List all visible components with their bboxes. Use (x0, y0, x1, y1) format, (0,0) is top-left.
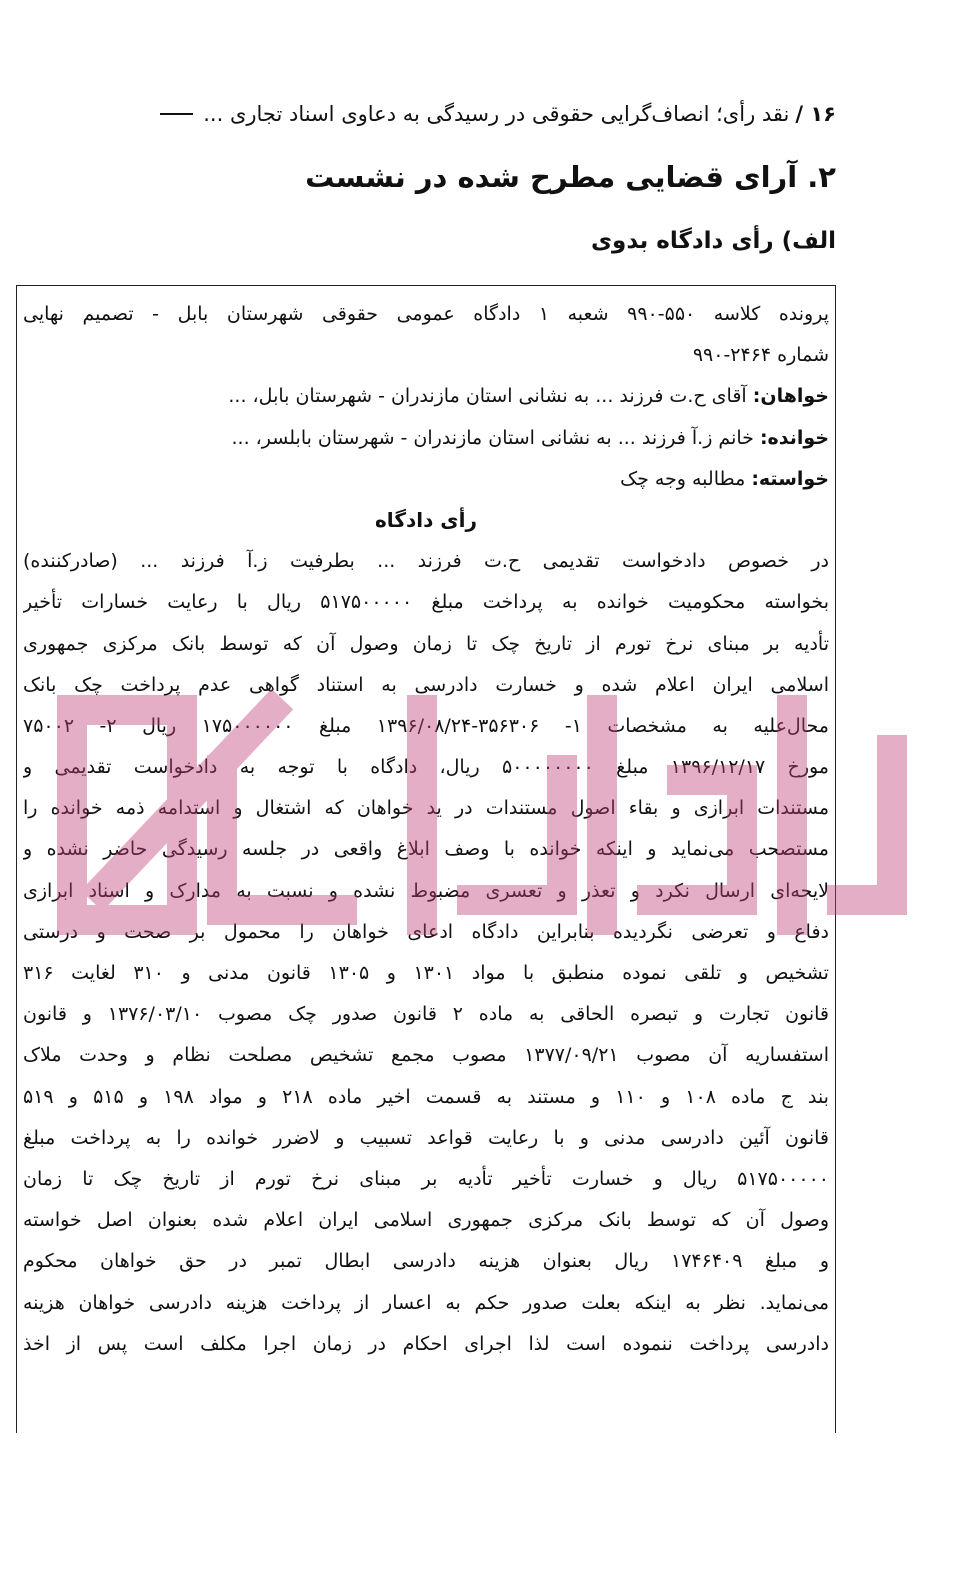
verdict-body-line: مستندات ابرازی و بقاء اصول مستندات در ید خواهان که اشتغال و استدامه ذمه خوانده را (23, 797, 829, 820)
defendant-label: خوانده: (759, 426, 829, 449)
defendant-value: خانم ز.آ فرزند ... به نشانی استان مازندران - شهرستان بابلسر، ... (231, 426, 754, 449)
verdict-body-line: تأدیه بر مبنای نرخ تورم از تاریخ چک تا زمان وصول آن که توسط بانک مرکزی جمهوری (23, 632, 829, 655)
plaintiff-label: خواهان: (752, 385, 829, 408)
defendant-line (23, 418, 829, 459)
verdict-title: رأی دادگاه (375, 507, 477, 532)
verdict-body-line: اسلامی ایران اعلام شده و خسارت دادرسی به استناد گواهی عدم پرداخت چک بانک (23, 673, 829, 696)
plaintiff-value: آقای ح.ت فرزند ... به نشانی استان مازندران - شهرستان بابل، ... (228, 385, 747, 408)
claim-label: خواسته: (751, 467, 829, 490)
sub-heading: الف) رأی دادگاه بدوی (590, 228, 836, 254)
verdict-body-line: می‌نماید. نظر به اینکه بعلت صدور حکم به اعسار از پرداخت هزینه دادرسی خواهان هزینه (23, 1291, 829, 1314)
page-number: ۱۶ / (795, 102, 836, 126)
section-heading: ۲. آرای قضایی مطرح شده در نشست (305, 160, 836, 194)
verdict-body-line: استفساریه آن مصوب ۱۳۷۷/۰۹/۲۱ مصوب مجمع تشخیص مصلحت نظام و وحدت ملاک (23, 1044, 829, 1067)
running-header-title: نقد رأی؛ انصاف‌گرایی حقوقی در رسیدگی به دعاوی اسناد تجاری ... (203, 102, 790, 126)
verdict-body-line: مورخ ۱۳۹۶/۱۲/۱۷ مبلغ ۵۰۰۰۰۰۰۰۰ ریال، دادگاه با توجه به دادخواست تقدیمی و (23, 756, 829, 779)
verdict-body-line: بند ج ماده ۱۰۸ و ۱۱۰ و مستند به قسمت اخیر ماده ۲۱۸ و مواد ۱۹۸ و ۵۱۵ و ۵۱۹ (23, 1085, 829, 1108)
verdict-body-line: وصول آن که توسط بانک مرکزی جمهوری اسلامی ایران اعلام شده بعنوان اصل خواسته (23, 1209, 829, 1232)
header-rule (160, 113, 193, 115)
verdict-body-line: در خصوص دادخواست تقدیمی ح.ت فرزند ... بطرفیت ز.آ فرزند ... (صادرکننده) (23, 550, 829, 573)
verdict-body-line: تشخیص و تلقی نموده منطبق با مواد ۱۳۰۱ و ۱۳۰۵ قانون مدنی و ۳۱۰ لغایت ۳۱۶ (23, 962, 829, 984)
verdict-body-line: دفاع و تعرضی نگردیده بنابراین دادگاه ادعای خواهان را محمول بر صحت و درستی (23, 920, 829, 943)
verdict-body-line: دادرسی پرداخت ننموده است لذا اجرای احکام در زمان اجرا مکلف است پس از اخذ (23, 1332, 829, 1355)
verdict-body-line: بخواسته محکومیت خوانده به پرداخت مبلغ ۵۱۷۵۰۰۰۰۰ ریال با رعایت خسارات تأخیر (23, 591, 829, 614)
claim-value: مطالبه وجه چک (620, 467, 746, 490)
case-line-2: شماره ۲۴۶۴-۹۹۰ (692, 344, 829, 367)
verdict-body-line: لایحه‌ای ارسال نکرد و تعذر و تعسری مضبوط نشده و نسبت به مدارک و اسناد ابرازی (23, 879, 829, 902)
verdict-body-line: قانون تجارت و تبصره الحاقی به ماده ۲ قانون صدور چک مصوب ۱۳۷۶/۰۳/۱۰ و قانون (23, 1003, 829, 1026)
verdict-box (16, 285, 836, 1433)
claim-line (23, 459, 829, 500)
running-header (160, 96, 836, 132)
verdict-body-line: مستصحب می‌نماید و اینکه خوانده با وصف ابلاغ واقعی در جلسه رسیدگی حاضر نشده و (23, 838, 829, 861)
verdict-body-line: قانون آئین دادرسی مدنی و با رعایت قواعد تسبیب و لاضرر خوانده را به پرداخت مبلغ (23, 1126, 829, 1149)
plaintiff-line (23, 376, 829, 417)
verdict-body-line: محال‌علیه به مشخصات ۱- ۳۵۶۳۰۶-۱۳۹۶/۰۸/۲۴ مبلغ ۱۷۵۰۰۰۰۰۰ ریال ۲- ۷۵۰۰۲ (23, 714, 829, 737)
verdict-body-line: و مبلغ ۱۷۴۶۴۰۹ ریال بعنوان هزینه دادرسی ابطال تمبر در حق خواهان محکوم (23, 1250, 829, 1273)
case-line-1: پرونده کلاسه ۵۵۰-۹۹۰ شعبه ۱ دادگاه عمومی حقوقی شهرستان بابل - تصمیم نهایی (23, 303, 829, 325)
verdict-body-line: ۵۱۷۵۰۰۰۰۰ ریال و خسارت تأخیر تأدیه بر مبنای نرخ تورم از تاریخ چک تا زمان (23, 1167, 829, 1190)
